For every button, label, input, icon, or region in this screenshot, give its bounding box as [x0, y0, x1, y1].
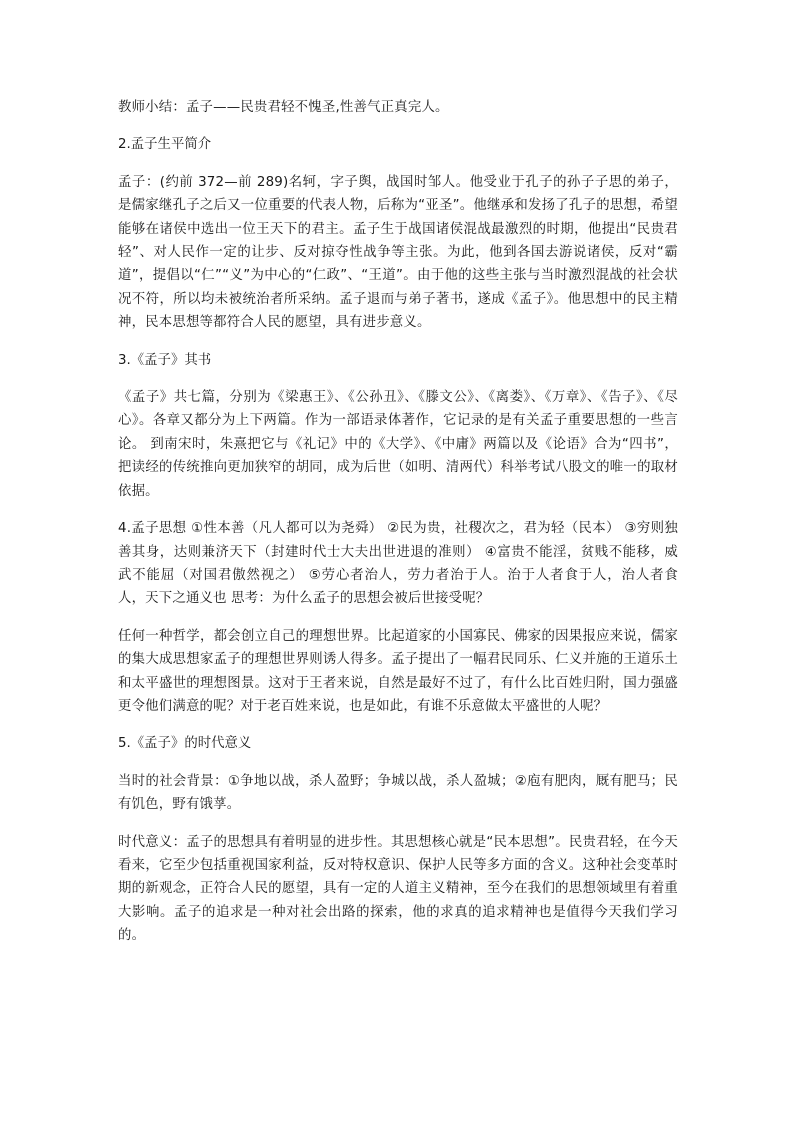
paragraph-social-background: 当时的社会背景：①争地以战，杀人盈野；争城以战，杀人盈城；②庖有肥肉，厩有肥马；民有饥色，野有饿莩。: [118, 773, 678, 813]
teacher-summary: 教师小结：孟子——民贵君轻不愧圣,性善气正真完人。: [118, 100, 449, 115]
section-heading-biography: 2.孟子生平简介: [118, 137, 212, 153]
paragraph-ideal-world: 任何一种哲学，都会创立自己的理想世界。比起道家的小国寡民、佛家的因果报应来说，儒家的集大成思想家孟子的理想世界则诱人得多。孟子提出了一幅君民同乐、仁义并施的王道乐土和太平盛世的理想图景。这对于王者来说，自然是最好不过了，有什么比百姓归附，国力强盛更令他们满意的呢？对于老百姓来说，也是如此，有谁不乐意做太平盛世的人呢？: [118, 628, 678, 714]
paragraph-biography: 孟子：(约前 372—前 289)名轲，字子舆，战国时邹人。他受业于孔子的孙子子思的弟子，是儒家继孔子之后又一位重要的代表人物，后称为“亚圣”。他继承和发扬了孔子的思想，希望能够在诸侯中选出一位王天下的君主。孟子生于战国诸侯混战最激烈的时期，他提出“民贵君轻”、对人民作一定的让步、反对掠夺性战争等主张。为此，他到各国去游说诸侯，反对“霸道”，提倡以“仁”“义”为中心的“仁政”、“王道”。由于他的这些主张与当时激烈混战的社会状况不符，所以均未被统治者所采纳。孟子退而与弟子著书，遂成《孟子》。他思想中的民主精神，民本思想等都符合人民的愿望，具有进步意义。: [118, 174, 678, 331]
paragraph-book: 《孟子》共七篇，分别为《梁惠王》、《公孙丑》、《滕文公》、《离娄》、《万章》、《告子》、《尽心》。各章又都分为上下两篇。作为一部语录体著作，它记录的是有关孟子重要思想的一些言论。 到南宋时，朱熹把它与《礼记》中的《大学》、《中庸》两篇以及《论语》合为“四书”，把读经的传统推向更加狭窄的胡同，成为后世（如明、清两代）科举考试八股文的唯一的取材依据。: [118, 390, 678, 499]
section-heading-significance: 5.《孟子》的时代意义: [118, 736, 252, 752]
section-heading-book: 3.《孟子》其书: [118, 352, 212, 368]
document-page: [118, 96, 678, 962]
paragraph-thought: 4.孟子思想 ①性本善（凡人都可以为尧舜） ②民为贵，社稷次之，君为轻（民本） ③穷则独善其身，达则兼济天下（封建时代士大夫出世进退的准则） ④富贵不能淫，贫贱不能移，威武不能屈（对国君傲然视之） ⑤劳心者治人，劳力者治于人。治于人者食于人，治人者食人，天下之通义也 思考：为什么孟子的思想会被后世接受呢？: [118, 521, 678, 607]
paragraph-era-significance: 时代意义：孟子的思想具有着明显的进步性。其思想核心就是“民本思想”。民贵君轻，在今天看来，它至少包括重视国家利益，反对特权意识、保护人民等多方面的含义。这种社会变革时期的新观念，正符合人民的愿望，具有一定的人道主义精神，至今在我们的思想领域里有着重大影响。孟子的追求是一种对社会出路的探索，他的求真的追求精神也是值得今天我们学习的。: [118, 834, 678, 944]
